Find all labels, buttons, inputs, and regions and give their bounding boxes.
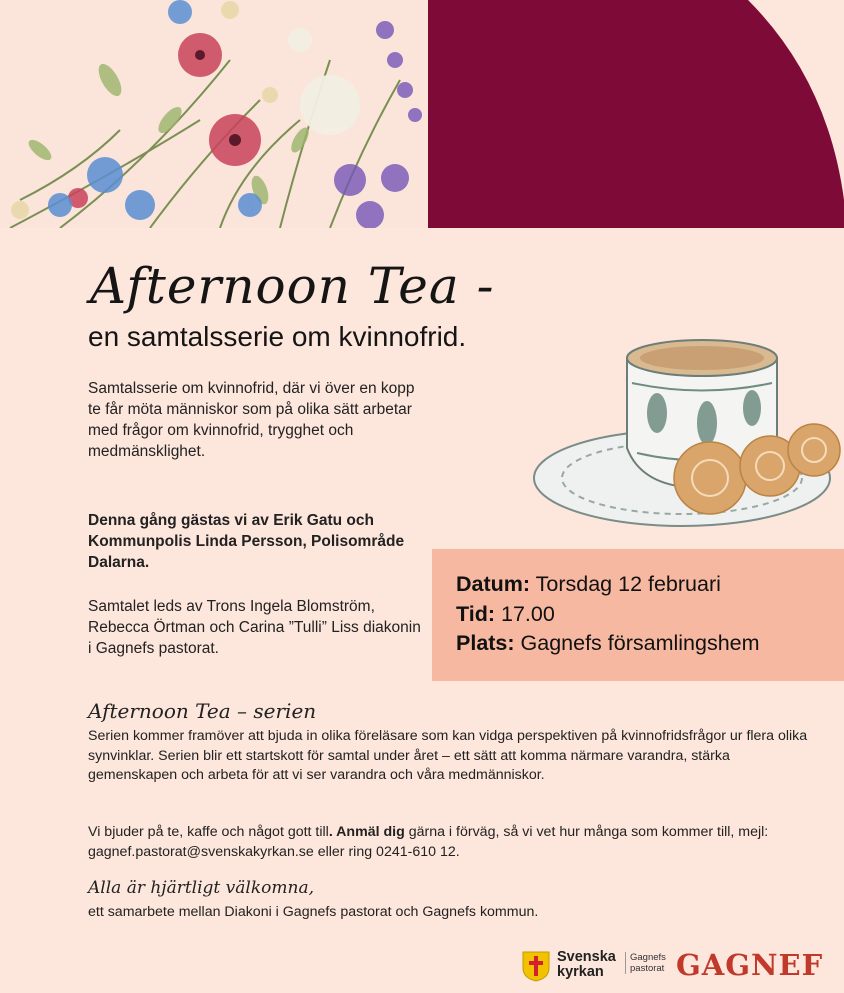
time-value: 17.00 (495, 602, 555, 626)
place-line (456, 628, 760, 658)
date-line (456, 569, 721, 599)
guests-paragraph: Denna gång gästas vi av Erik Gatu och Kommunpolis Linda Persson, Polisområde Dalarna. (88, 512, 405, 571)
invite-end: gärna i förväg, så vi vet hur många som kommer till, mejl: gagnef.pastorat@svenskakyrkan.se eller ring 0241-610 12. (88, 824, 769, 860)
pastorat-name (625, 952, 666, 974)
place-value: Gagnefs församlingshem (514, 631, 760, 655)
svenska-kyrkan-name (557, 950, 616, 980)
page-subtitle: en samtalsserie om kvinnofrid. (88, 321, 467, 352)
logo-pastorat-line1: Gagnefs (630, 952, 666, 963)
svenska-kyrkan-logo (521, 950, 671, 984)
invite-start: Vi bjuder på te, kaffe och något gott till (88, 824, 329, 840)
invite-text (88, 823, 818, 862)
welcome-text: Alla är hjärtligt välkomna, (88, 878, 314, 898)
series-heading: Afternoon Tea – serien (88, 699, 317, 723)
collaboration-text: ett samarbete mellan Diakoni i Gagnefs pastorat och Gagnefs kommun. (88, 904, 539, 920)
event-info-box (432, 549, 844, 681)
invite-bold: . Anmäl dig (328, 824, 405, 840)
logo-svenska-line2: kyrkan (557, 964, 604, 980)
time-label: Tid: (456, 602, 496, 626)
series-text: Serien kommer framöver att bjuda in olika föreläsare som kan vidga perspektiven på kvinnofridsfrågor ur flera olika synvinklar. Serien blir ett startskott för samtal under året – ett sätt att komma närmare varandra, stärka gemenskapen och arbeta för att vi ser varandra och våra medmänniskor. (88, 728, 808, 783)
church-crest-icon (521, 950, 551, 982)
time-line (456, 599, 555, 629)
hosts-paragraph: Samtalet leds av Trons Ingela Blomström, Rebecca Örtman och Carina ”Tulli” Liss diakonin i Gagnefs pastorat. (88, 598, 421, 657)
wildflower-illustration (0, 0, 428, 228)
intro-paragraph: Samtalsserie om kvinnofrid, där vi över en kopp te får möta människor som på olika sätt arbetar med frågor om kvinnofrid, trygghet och medmänsklighet. (88, 380, 415, 460)
burgundy-shape (428, 0, 844, 228)
date-label: Datum: (456, 572, 531, 596)
logo-pastorat-line2: pastorat (630, 963, 665, 974)
teacup-illustration (532, 328, 844, 528)
logo-svenska-line1: Svenska (557, 949, 616, 965)
date-value: Torsdag 12 februari (530, 572, 721, 596)
gagnef-logo: GAGNEF (676, 948, 824, 982)
page-title: Afternoon Tea - (90, 257, 495, 315)
place-label: Plats: (456, 631, 515, 655)
